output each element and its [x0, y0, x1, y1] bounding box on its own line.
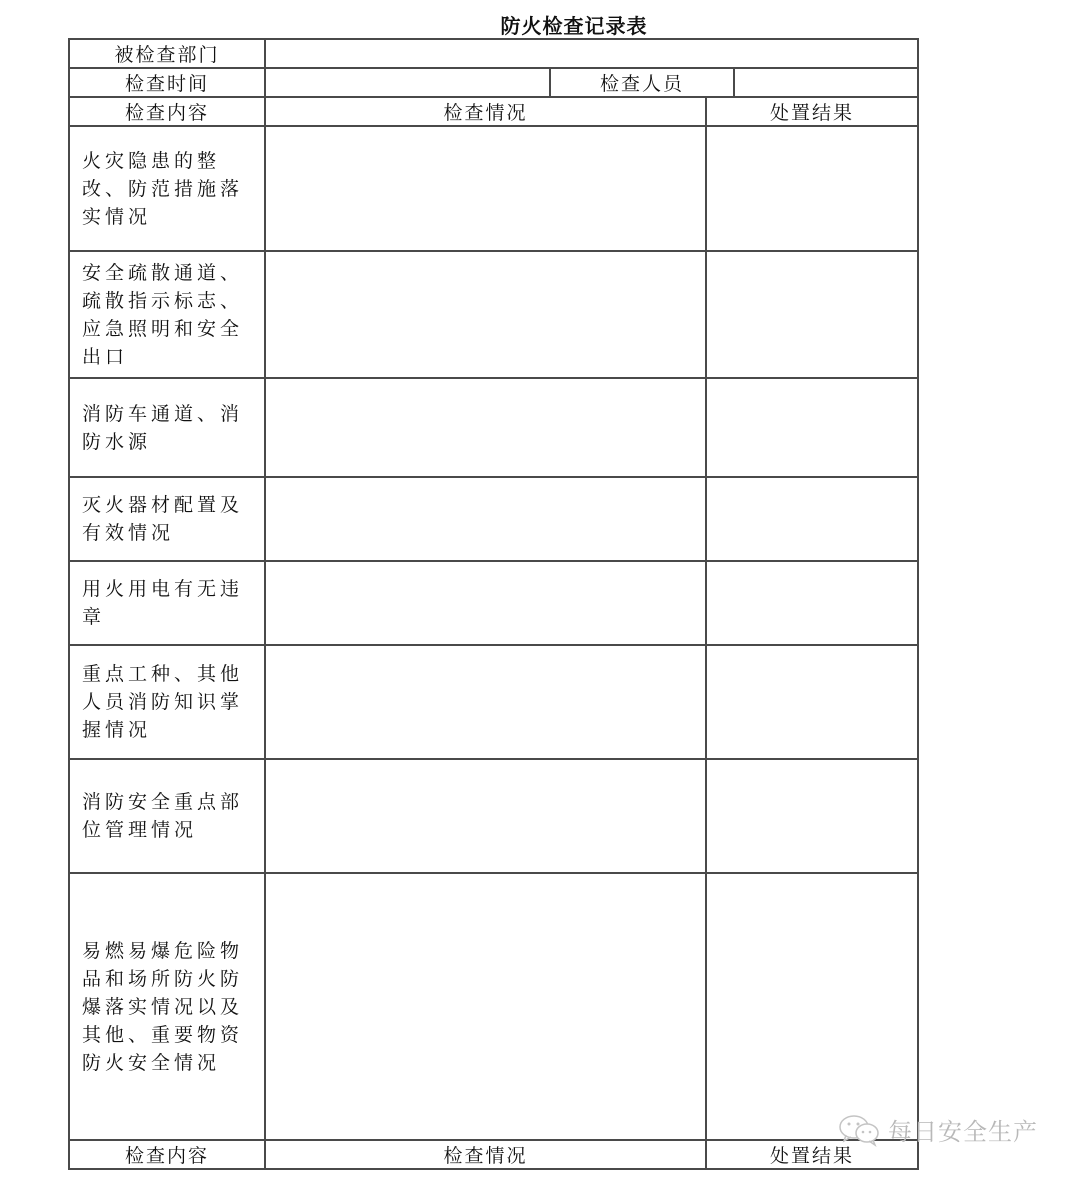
row-content-evacuation-routes: 安全疏散通道、疏散指示标志、应急照明和安全出口: [82, 261, 244, 368]
row-result-field[interactable]: [707, 379, 917, 476]
table-border-bottom: [68, 1168, 919, 1170]
watermark: [838, 1112, 1038, 1147]
row-situation-field[interactable]: [266, 760, 705, 872]
row-result-field[interactable]: [707, 646, 917, 758]
row-situation-field[interactable]: [266, 127, 705, 250]
time-label: 检查时间: [124, 73, 209, 95]
department-label: 被检查部门: [114, 44, 220, 66]
row-situation-field[interactable]: [266, 562, 705, 644]
row-content-fire-lanes-water: 消防车通道、消防水源: [82, 402, 244, 453]
inspector-label: 检查人员: [599, 73, 684, 95]
row-result-field[interactable]: [707, 874, 917, 1139]
row-situation-field[interactable]: [266, 478, 705, 560]
row-content-fire-hazard-rectification: 火灾隐患的整改、防范措施落实情况: [82, 149, 244, 228]
department-field[interactable]: [266, 40, 917, 67]
time-field[interactable]: [266, 69, 549, 96]
row-situation-field[interactable]: [266, 646, 705, 758]
row-content-fire-knowledge: 重点工种、其他人员消防知识掌握情况: [82, 663, 244, 741]
column-header-situation: 检查情况: [443, 102, 528, 124]
row-result-field[interactable]: [707, 478, 917, 560]
row-content-fire-electricity-violations: 用火用电有无违章: [82, 578, 244, 628]
row-result-field[interactable]: [707, 252, 917, 377]
wechat-icon: [838, 1113, 882, 1147]
footer-header-result: 处置结果: [769, 1145, 854, 1167]
table-border-right: [917, 38, 919, 1170]
footer-header-situation: 检查情况: [443, 1145, 528, 1167]
column-header-result: 处置结果: [769, 102, 854, 124]
form-title: 防火检查记录表: [500, 14, 648, 38]
row-situation-field[interactable]: [266, 874, 705, 1139]
column-header-content: 检查内容: [124, 102, 209, 124]
footer-header-content: 检查内容: [124, 1145, 209, 1167]
row-content-extinguishers: 灭火器材配置及有效情况: [82, 494, 244, 544]
inspector-field[interactable]: [735, 69, 917, 96]
row-situation-field[interactable]: [266, 379, 705, 476]
row-result-field[interactable]: [707, 127, 917, 250]
row-situation-field[interactable]: [266, 252, 705, 377]
row-result-field[interactable]: [707, 760, 917, 872]
row-content-flammable-explosive: 易燃易爆危险物品和场所防火防爆落实情况以及其他、重要物资防火安全情况: [82, 939, 244, 1074]
row-result-field[interactable]: [707, 562, 917, 644]
row-content-key-areas-management: 消防安全重点部位管理情况: [82, 791, 244, 841]
watermark-text: 每日安全生产: [888, 1118, 1038, 1146]
